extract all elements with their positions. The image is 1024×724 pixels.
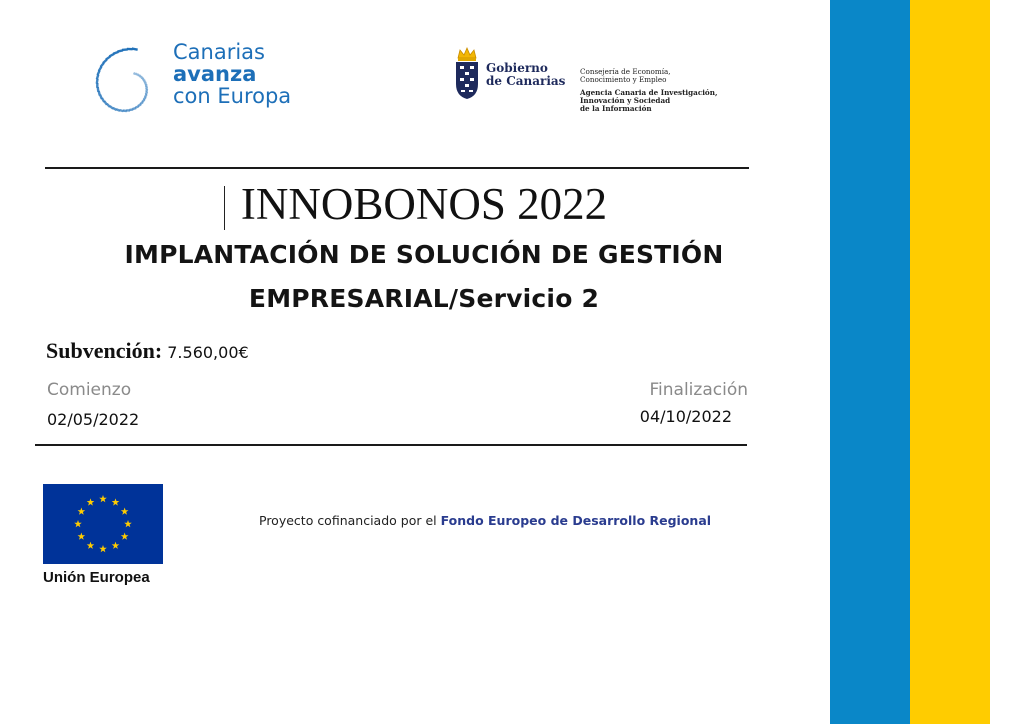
document-title: INNOBONOS 2022 [240, 179, 608, 229]
canarias-logo-line3: con Europa [173, 83, 292, 108]
subsidy-label: Subvención: [46, 338, 163, 363]
dotted-spiral-icon [88, 40, 168, 128]
cofinanced-statement [259, 513, 711, 528]
spiral-dot [145, 84, 147, 87]
yellow-stripe [910, 0, 990, 724]
gobierno-name-line1: Gobierno [486, 61, 548, 75]
start-date: 02/05/2022 [47, 410, 140, 429]
eu-name: Unión Europea [43, 569, 150, 586]
agency-line1: Agencia Canaria de Investigación, [580, 87, 718, 97]
cofinanced-prefix: Proyecto cofinanciado por el [259, 513, 441, 528]
canarias-logo-line1: Canarias [173, 40, 265, 64]
coat-of-arms-icon [452, 46, 482, 100]
blue-stripe [830, 0, 910, 724]
subtitle-line2: EMPRESARIAL/Servicio 2 [248, 284, 600, 313]
canarias-logo-line2: avanza [173, 61, 257, 86]
end-label: Finalización [649, 380, 748, 400]
subsidy-line [46, 338, 249, 364]
fund-name: Fondo Europeo de Desarrollo Regional [440, 513, 712, 528]
canarias-avanza-logo [88, 40, 318, 130]
subsidy-value: 7.560,00€ [167, 343, 249, 362]
spiral-dot [145, 86, 148, 89]
start-label: Comienzo [47, 380, 132, 400]
bottom-divider [35, 444, 747, 446]
agency-line3: de la Información [580, 104, 652, 114]
text-cursor [224, 186, 225, 230]
subtitle-line1: IMPLANTACIÓN DE SOLUCIÓN DE GESTIÓN [124, 240, 724, 269]
department-line2: Conocimiento y Empleo [580, 75, 667, 85]
agency-line2: Innovación y Sociedad [580, 95, 671, 105]
eu-flag-icon [43, 484, 163, 564]
end-date: 04/10/2022 [639, 407, 732, 426]
gobierno-name-line2: de Canarias [486, 73, 566, 88]
spiral-dot [126, 109, 130, 111]
gobierno-canarias-logo [452, 46, 752, 136]
department-line1: Consejería de Economía, [580, 67, 671, 76]
top-divider [45, 167, 749, 169]
